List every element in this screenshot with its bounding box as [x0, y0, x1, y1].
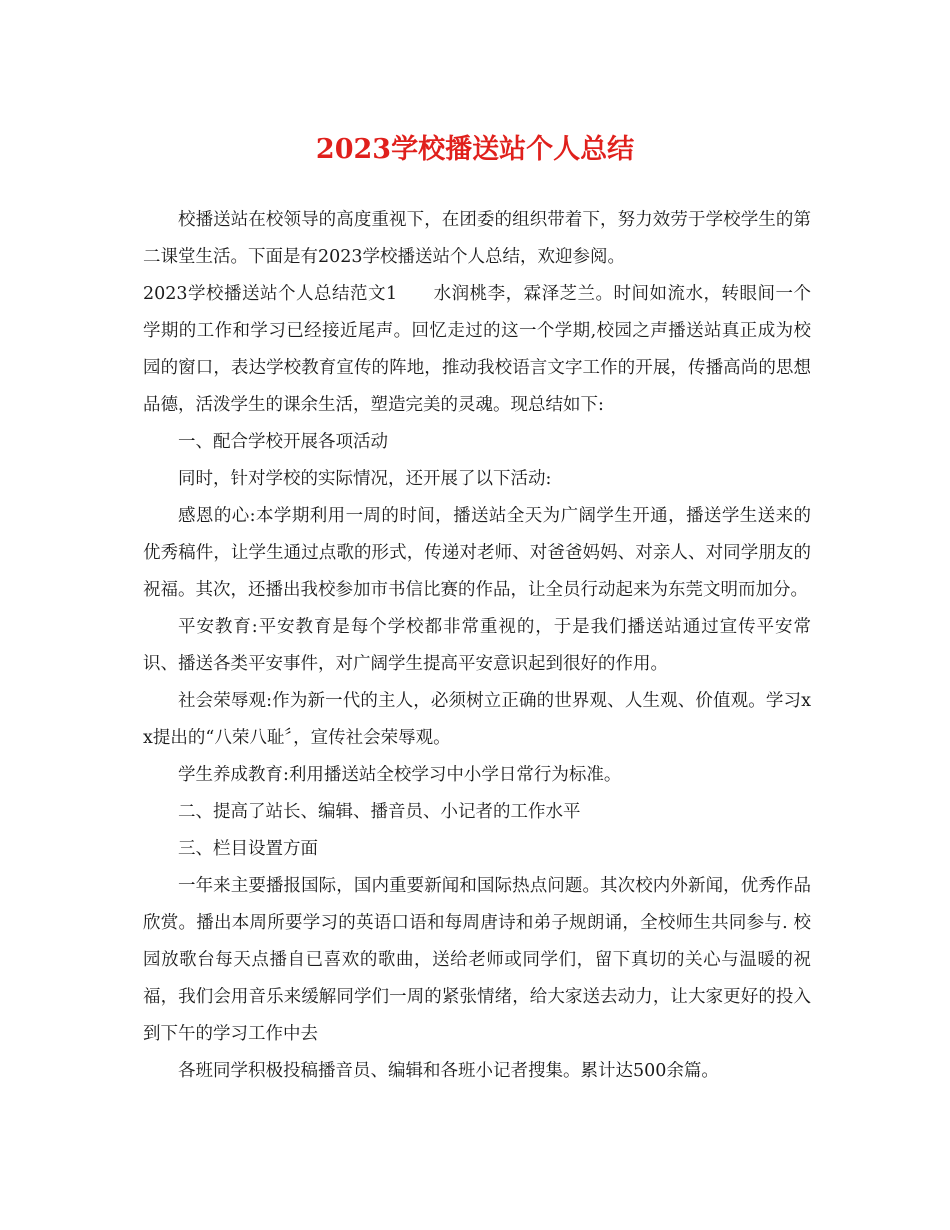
document-body [143, 202, 811, 1090]
paragraph-habits: 学生养成教育:利用播送站全校学习中小学日常行为标准。 [178, 765, 622, 785]
paragraph-activities-intro: 同时，针对学校的实际情况，还开展了以下活动: [178, 469, 552, 489]
paragraph-honor: 社会荣辱观:作为新一代的主人，必须树立正确的世界观、人生观、价值观。学习xx提出的“八荣八耻〞，宣传社会荣辱观。 [143, 691, 811, 748]
paragraph-submissions: 各班同学积极投稿播音员、编辑和各班小记者搜集。累计达500余篇。 [178, 1061, 719, 1081]
paragraph-columns: 一年来主要播报国际，国内重要新闻和国际热点问题。其次校内外新闻，优秀作品欣赏。播出本周所要学习的英语口语和每周唐诗和弟子规朗诵，全校师生共同参与. 校园放歌台每天点播自已喜欢的歌曲，送给老师或同学们，留下真切的关心与温暖的祝福，我们会用音乐来缓解同学们一周的紧张情绪，给大家送去动力，让大家更好的投入到下午的学习工作中去 [143, 876, 811, 1044]
section-heading-columns: 三、栏目设置方面 [178, 839, 318, 859]
paragraph-gratitude: 感恩的心:本学期利用一周的时间，播送站全天为广阔学生开通，播送学生送来的优秀稿件，让学生通过点歌的形式，传递对老师、对爸爸妈妈、对亲人、对同学朋友的祝福。其次，还播出我校参加市书信比赛的作品，让全员行动起来为东莞文明而加分。 [143, 506, 811, 600]
section-heading-activities: 一、配合学校开展各项活动 [178, 432, 388, 452]
section-heading-staff: 二、提高了站长、编辑、播音员、小记者的工作水平 [178, 802, 581, 822]
paragraph-safety: 平安教育:平安教育是每个学校都非常重视的，于是我们播送站通过宣传平安常识、播送各类平安事件，对广阔学生提高平安意识起到很好的作用。 [143, 617, 811, 674]
paragraph-sample-heading: 2023学校播送站个人总结范文1 水润桃李，霖泽芝兰。时间如流水，转眼间一个学期的工作和学习已经接近尾声。回忆走过的这一个学期,校园之声播送站真正成为校园的窗口，表达学校教育宣传的阵地，推动我校语言文字工作的开展，传播高尚的思想品德，活泼学生的课余生活，塑造完美的灵魂。现总结如下: [143, 284, 811, 415]
paragraph-intro: 校播送站在校领导的高度重视下，在团委的组织带着下，努力效劳于学校学生的第二课堂生活。下面是有2023学校播送站个人总结，欢迎参阅。 [143, 210, 811, 267]
page-title: 2023学校播送站个人总结 [315, 134, 635, 165]
